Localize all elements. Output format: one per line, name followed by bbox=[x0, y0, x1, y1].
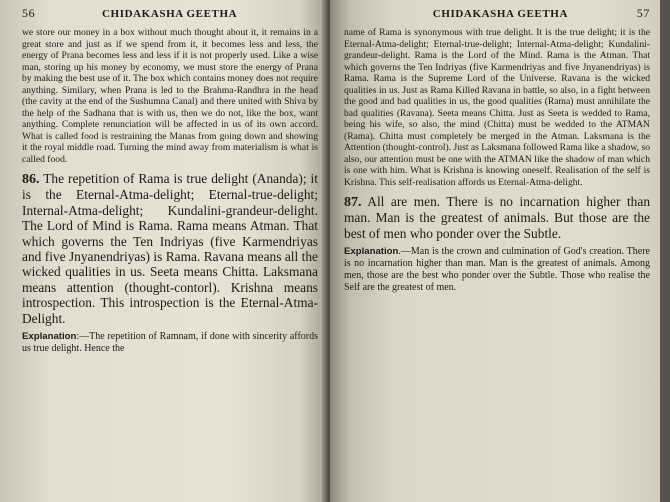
left-explanation-label: Explanation bbox=[22, 331, 77, 343]
right-page-number: 57 bbox=[636, 6, 650, 20]
left-page-number: 56 bbox=[22, 6, 36, 20]
background-edge bbox=[660, 0, 670, 502]
left-running-head: CHIDAKASHA GEETHA bbox=[102, 8, 238, 20]
verse-87 bbox=[344, 194, 650, 241]
right-explanation-text: .—Man is the crown and culmination of God's creation. There is no incarnation higher than man. Man is the greatest of animals. Among men, those are the best who ponder over the Subtle. Those who realise the Self are the greatest of men. bbox=[344, 246, 650, 294]
verse-86 bbox=[22, 171, 318, 326]
left-running-header bbox=[22, 6, 318, 21]
right-running-header bbox=[344, 6, 650, 21]
left-explanation bbox=[22, 331, 318, 355]
right-explanation-label: Explanation bbox=[344, 246, 399, 258]
verse-86-number: 86. bbox=[22, 172, 40, 187]
right-continued-paragraph: name of Rama is synonymous with true delight. It is the true delight; it is the Eternal-Atma-delight; Eternal-true-delight; Internal-Atma-delight; Kundalini-grandeur-delight. Rama is the Lord of the Mind. Rama is the Atman. That which governs the Ten Indriyas (five Karmendriyas and five Jnyanendriyas) is Rama. Rama is the Supreme Lord of the Universe. Ravana is the wicked qualities in us. Just as Rama Killed Ravana in battle, so also, in a fight between the good and bad qualities in us, the good qualities (Rama) must annihilate the bad qualities (Ravana). Seeta means Chitta. Just as Seeta is wedded to Rama, being his wife, so also, the mind (Chitta) must be wedded to the ATMAN (Rama). Chitta must completely be merged in the Atman. Laksmana is the Attention (thought-control). Just as Laksmana followed Rama like a shadow, so also, our attention must be one with the ATMAN like the shadow of man which is one with him. What is Krishna is knowing oneself. Realisation of the self is Krishna. This self-realisation affords us Eternal-Atma-delight. bbox=[344, 27, 650, 188]
right-explanation bbox=[344, 246, 650, 294]
left-explanation-text: :—The repetition of Ramnam, if done with sincerity affords us true delight. Hence the bbox=[22, 331, 318, 355]
right-page bbox=[330, 0, 660, 502]
right-running-head: CHIDAKASHA GEETHA bbox=[432, 8, 568, 20]
left-page bbox=[0, 0, 326, 502]
verse-87-number: 87. bbox=[344, 195, 362, 210]
verse-87-text: All are men. There is no incarnation higher than man. Man is the greatest of animals. But those are the best of men who ponder over the Subtle. bbox=[344, 194, 651, 241]
left-continued-paragraph: we store our money in a box without much thought about it, it remains in a great store and just as if we spend from it, it becomes less and less, the energy of Prana becomes less and less if it is not properly used. Like a wise man, storing up his money by economy, we must store the energy of Prana by making the best use of it. The box which contains money does not require anything. Similary, when Prana is led to the Brahma-Randhra in the head (the cavity at the end of the Sushumna Canal) and there united with Shiva by the help of the Sadhana that is with us, then we do not, like the box, want anything. Complete renunciation will be affected in us of its own accord. What is called food is restraining the Manas from going down and showing it the royal middle road. Turning the mind away from materialism is what is called food. bbox=[22, 27, 318, 165]
verse-86-text: The repetition of Rama is true delight (Ananda); it is the Eternal-Atma-delight; Eternal-true-delight; Internal-Atma-delight; Kundalini-grandeur-delight. The Lord of Mind is Rama. Rama means Atman. That which governs the Ten Indriyas (five Karmendriyas and five Jnyanendriyas) is Rama. Ravana means all the wicked qualities in us. Seeta means Chitta. Laksmana means attention (thought-contorl). Krishna means introspection. This introspection is the Eternal-Atma-Delight. bbox=[22, 171, 319, 326]
